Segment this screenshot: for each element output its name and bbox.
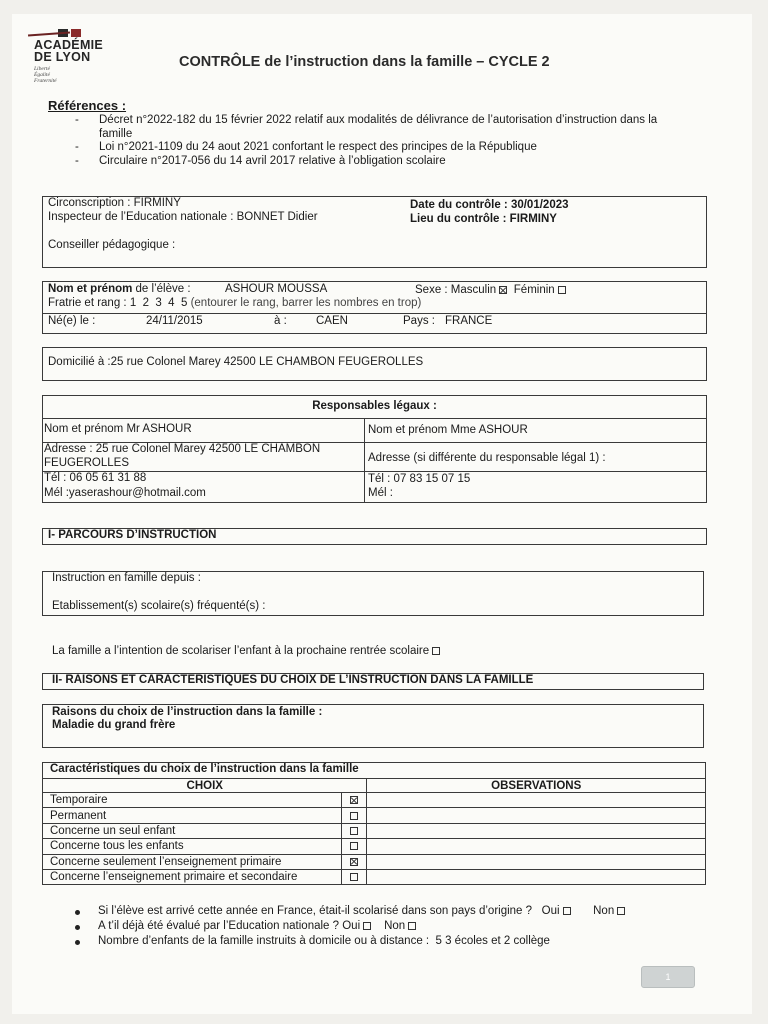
observation-cell [367, 869, 706, 884]
choice-checkbox-cell [342, 854, 367, 869]
guardian1-address-2: FEUGEROLLES [44, 457, 129, 469]
section1-title: I- PARCOURS D’INSTRUCTION [48, 529, 217, 541]
logo-title-1: ACADÉMIE [34, 38, 104, 52]
choice-checkbox-cell [342, 793, 367, 808]
reasons-label: Raisons du choix de l’instruction dans la famille : [52, 706, 323, 718]
guardian2-name: Nom et prénom Mme ASHOUR [368, 424, 528, 436]
choice-checkbox[interactable] [350, 812, 358, 820]
observation-cell [367, 854, 706, 869]
choice-checkbox-cell [342, 869, 367, 884]
conseiller-pedagogique: Conseiller pédagogique : [48, 239, 176, 251]
characteristics-table [42, 778, 706, 885]
guardian2-mail: Mél : [368, 487, 393, 499]
reasons-value: Maladie du grand frère [52, 719, 176, 731]
page-number: 1 [641, 966, 695, 988]
sexe-label: Sexe : Masculin [415, 284, 497, 296]
table-row [43, 839, 706, 854]
document-title: CONTRÔLE de l’instruction dans la famille – CYCLE 2 [179, 54, 550, 70]
question-2 [72, 919, 712, 934]
choice-checkbox-cell [342, 823, 367, 838]
control-date: Date du contrôle : 30/01/2023 [410, 199, 569, 211]
fratrie-line [48, 297, 421, 309]
checkbox-masculin[interactable] [499, 286, 507, 294]
circonscription: Circonscription : FIRMINY [48, 197, 181, 209]
choice-checkbox[interactable] [350, 796, 358, 804]
section2-title: II- RAISONS ET CARACTERISTIQUES DU CHOIX DE L’INSTRUCTION DANS LA FAMILLE [52, 674, 534, 686]
checkbox-q1-non[interactable] [617, 907, 625, 915]
domicile: Domicilié à :25 rue Colonel Marey 42500 LE CHAMBON FEUGEROLLES [48, 356, 424, 368]
guardian1-name: Nom et prénom Mr ASHOUR [44, 423, 192, 435]
q1-oui-label: Oui [541, 905, 560, 917]
choice-checkbox-cell [342, 839, 367, 854]
guardian1-address-1: Adresse : 25 rue Colonel Marey 42500 LE CHAMBON [44, 443, 321, 455]
question-2-text: A t’il déjà été évalué par l’Education nationale ? Oui [98, 920, 361, 932]
guardians-heading: Responsables légaux : [312, 400, 437, 412]
birthplace-label: à : [274, 315, 287, 327]
student-name-label: Nom et prénom de l’élève : [48, 283, 191, 295]
motto-fraternite: Fraternité [34, 78, 57, 84]
references-list [72, 114, 692, 168]
birth-label: Né(e) le : [48, 315, 96, 327]
table-row [43, 808, 706, 823]
guardian1-tel: Tél : 06 05 61 31 88 [44, 472, 147, 484]
characteristics-title: Caractéristiques du choix de l’instruction dans la famille [50, 763, 359, 775]
choice-label: Temporaire [43, 793, 342, 808]
choice-checkbox[interactable] [350, 858, 358, 866]
reference-item: - Loi n°2021-1109 du 24 aout 2021 confortant le respect des principes de la République [72, 141, 692, 155]
table-header-row [43, 779, 706, 793]
birthdate: 24/11/2015 [146, 315, 203, 327]
country: FRANCE [445, 315, 493, 327]
logo-motto [34, 66, 134, 84]
question-3 [72, 934, 712, 949]
references-heading: Références : [48, 98, 127, 113]
fratrie-hint: (entourer le rang, barrer les nombres en trop) [190, 297, 422, 309]
checkbox-q2-oui[interactable] [363, 922, 371, 930]
choice-checkbox[interactable] [350, 873, 358, 881]
birthplace: CAEN [316, 315, 348, 327]
questions-list [72, 904, 712, 949]
table-row [43, 854, 706, 869]
motto-egalite: Égalité [34, 72, 50, 78]
control-location: Lieu du contrôle : FIRMINY [410, 213, 557, 225]
checkbox-feminin[interactable] [558, 286, 566, 294]
intent-label: La famille a l’intention de scolariser l’enfant à la prochaine rentrée scolaire [52, 645, 430, 657]
choice-label: Concerne l’enseignement primaire et secondaire [43, 869, 342, 884]
reference-item: - Décret n°2022-182 du 15 février 2022 relatif aux modalités de délivrance de l’autorisation d’instruction dans la famille [72, 114, 692, 141]
guardian1-mail: Mél :yaserashour@hotmail.com [44, 487, 206, 499]
checkbox-intent[interactable] [432, 647, 440, 655]
inspecteur: Inspecteur de l’Education nationale : BONNET Didier [48, 211, 318, 223]
fratrie-values: 1 2 3 4 5 [129, 297, 188, 309]
logo-title-2: DE LYON [34, 50, 91, 64]
q2-non-label: Non [384, 920, 406, 932]
col-choix: CHOIX [43, 779, 367, 793]
question-3-text: Nombre d’enfants de la famille instruits à domicile ou à distance : [98, 935, 430, 947]
motto-liberte: Liberté [34, 66, 50, 72]
fratrie-label: Fratrie et rang : [48, 297, 127, 309]
divider [42, 418, 707, 419]
choice-checkbox-cell [342, 808, 367, 823]
choice-label: Concerne seulement l’enseignement primaire [43, 854, 342, 869]
guardian2-tel: Tél : 07 83 15 07 15 [368, 473, 471, 485]
divider [42, 313, 707, 314]
schools-attended: Etablissement(s) scolaire(s) fréquenté(s) : [52, 600, 266, 612]
checkbox-q2-non[interactable] [408, 922, 416, 930]
observation-cell [367, 823, 706, 838]
choice-checkbox[interactable] [350, 842, 358, 850]
observation-cell [367, 839, 706, 854]
academie-logo [34, 29, 134, 84]
country-label: Pays : [403, 315, 435, 327]
question-1 [72, 904, 712, 919]
question-1-text: Si l’élève est arrivé cette année en France, était-il scolarisé dans son pays d’origine ? [98, 905, 533, 917]
sexe-field [415, 284, 566, 296]
divider [364, 418, 365, 503]
checkbox-q1-oui[interactable] [563, 907, 571, 915]
table-row [43, 869, 706, 884]
guardian2-address: Adresse (si différente du responsable légal 1) : [368, 452, 606, 464]
instruction-since: Instruction en famille depuis : [52, 572, 201, 584]
col-observations: OBSERVATIONS [367, 779, 706, 793]
student-name: ASHOUR MOUSSA [225, 283, 328, 295]
question-3-value: 5 3 écoles et 2 collège [435, 935, 550, 947]
choice-checkbox[interactable] [350, 827, 358, 835]
table-row [43, 793, 706, 808]
choice-label: Concerne tous les enfants [43, 839, 342, 854]
q1-non-label: Non [593, 905, 615, 917]
choice-label: Permanent [43, 808, 342, 823]
intent-line [52, 645, 440, 657]
reference-item: - Circulaire n°2017-056 du 14 avril 2017 relative à l’obligation scolaire [72, 155, 692, 169]
observation-cell [367, 793, 706, 808]
observation-cell [367, 808, 706, 823]
table-row [43, 823, 706, 838]
choice-label: Concerne un seul enfant [43, 823, 342, 838]
feminin-label: Féminin [513, 284, 555, 296]
